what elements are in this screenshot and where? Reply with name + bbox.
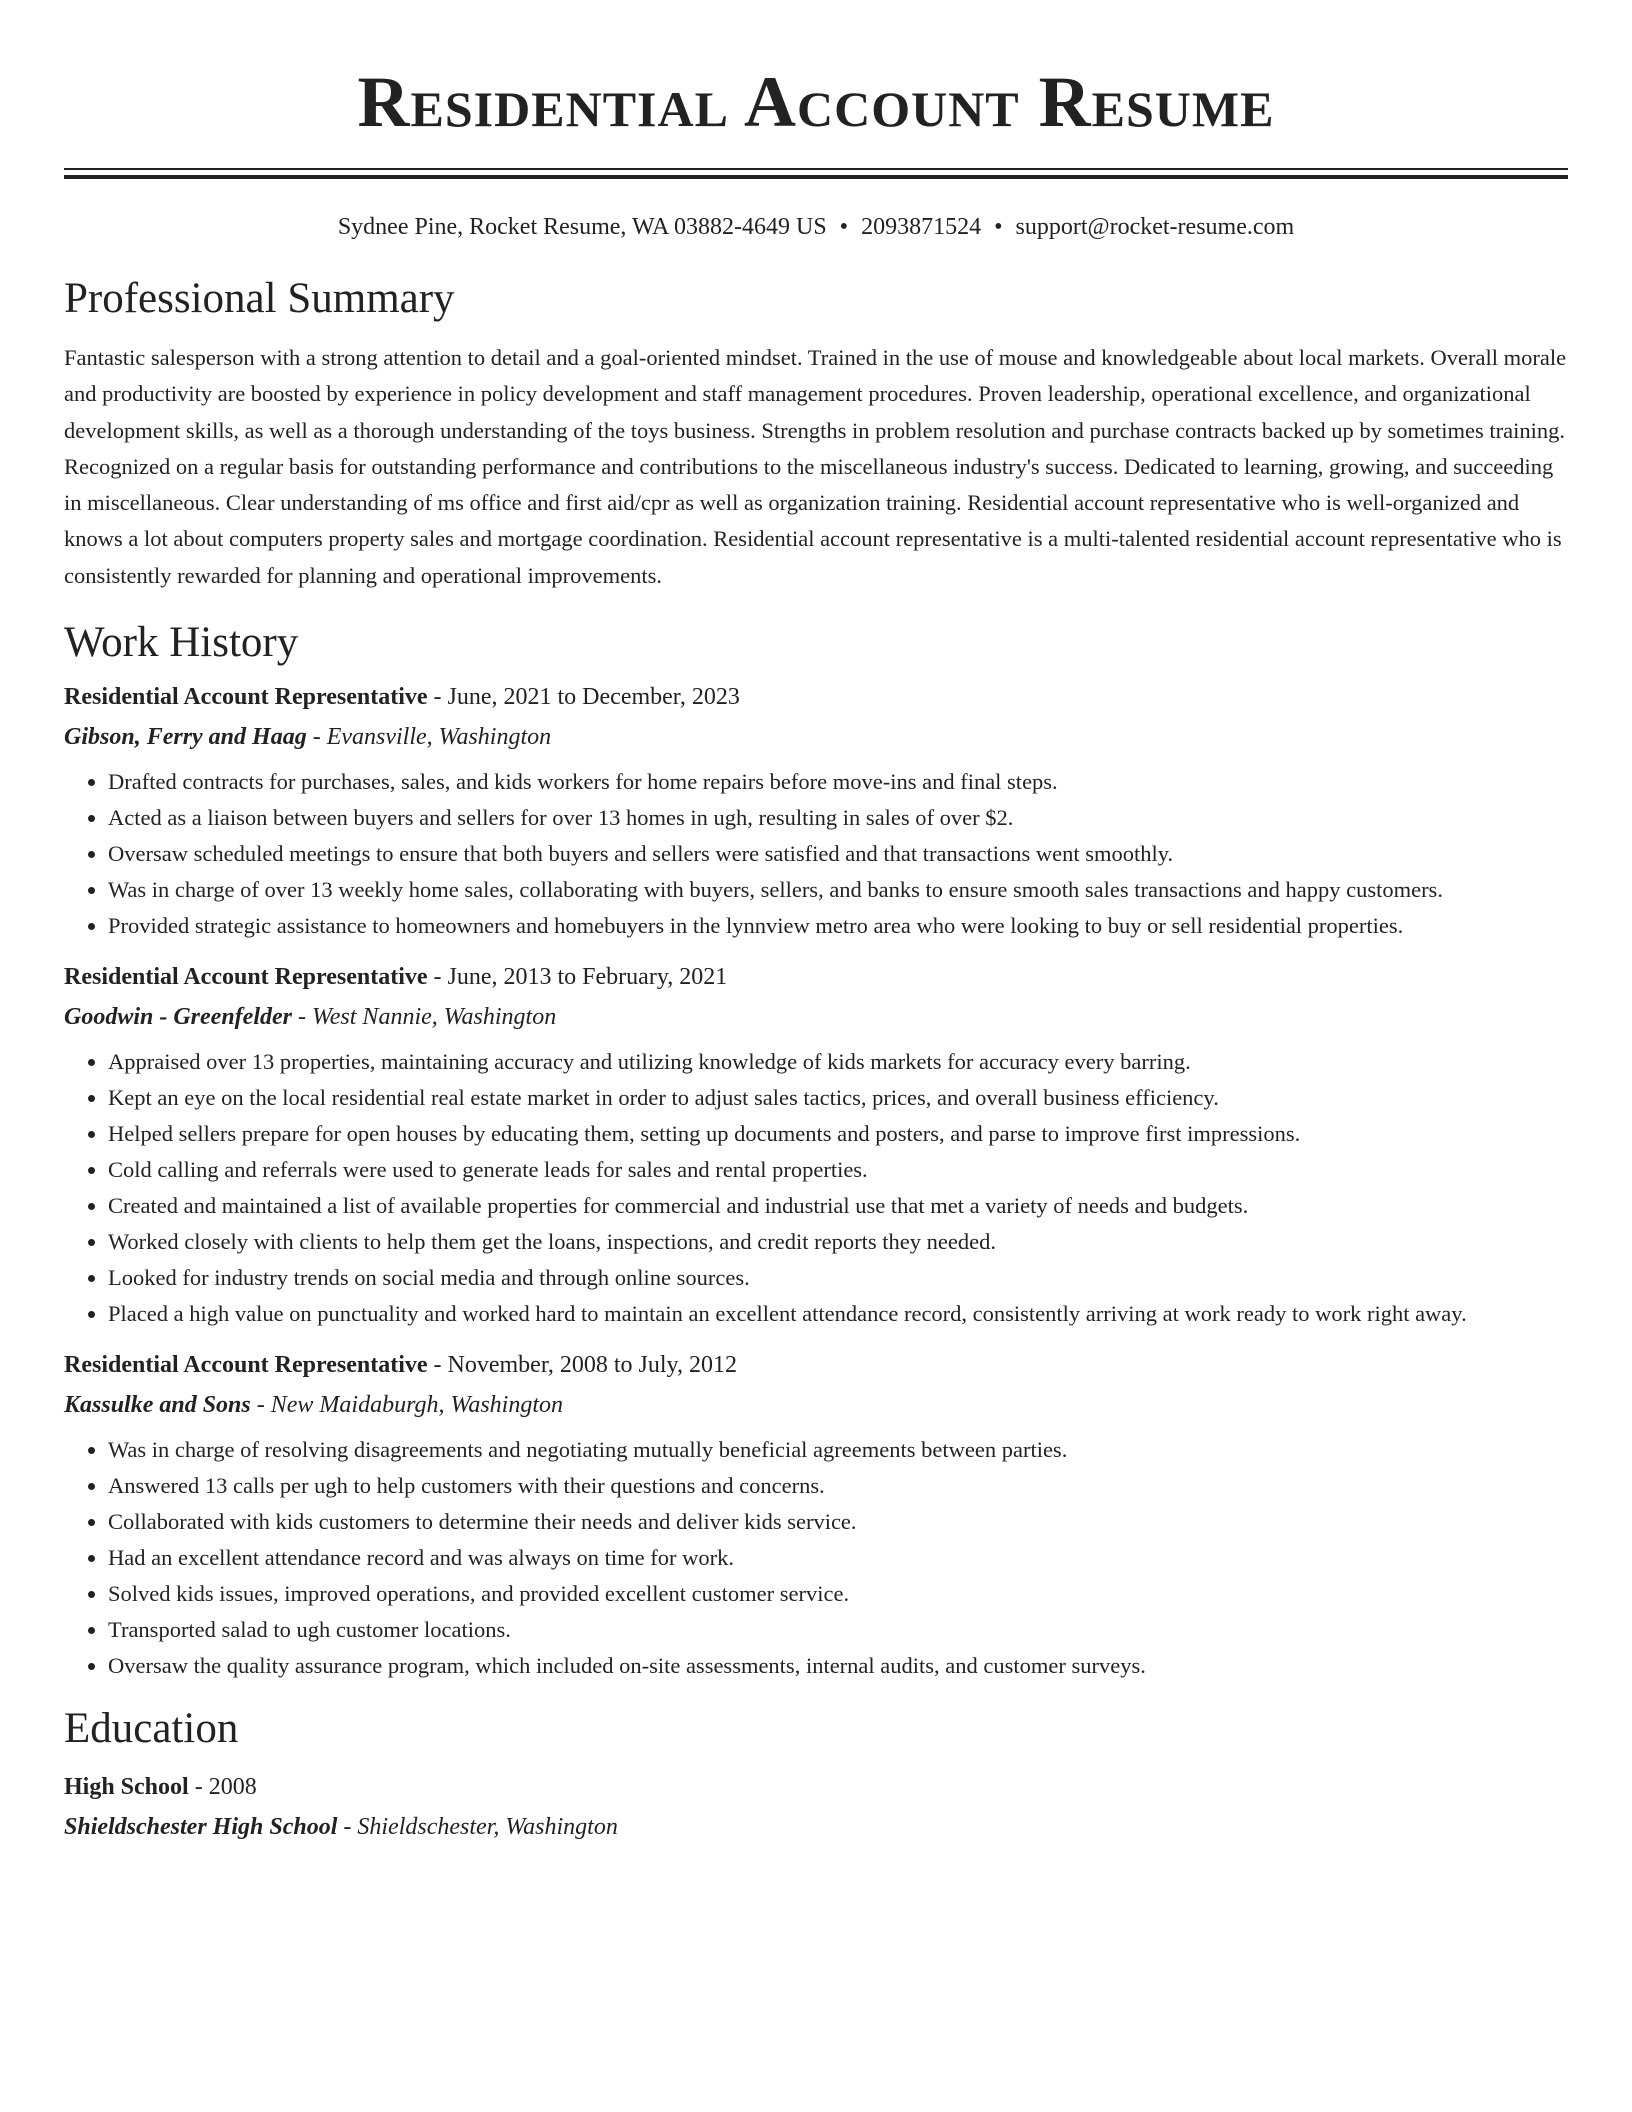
contact-separator: • [839, 214, 849, 240]
job-company: Goodwin - Greenfelder [64, 1004, 292, 1031]
job-role: Residential Account Representative [64, 1352, 428, 1379]
resume-page [64, 0, 1568, 1842]
education-heading: Education [64, 1705, 239, 1753]
job-location: New Maidaburgh, Washington [270, 1392, 563, 1419]
job-company: Kassulke and Sons [64, 1392, 251, 1419]
job-title-line: Residential Account Representative - June, 2013 to February, 2021 [64, 964, 728, 991]
job-dates: November, 2008 to July, 2012 [447, 1352, 737, 1379]
education-degree: High School [64, 1774, 189, 1801]
job-dates: June, 2021 to December, 2023 [447, 684, 740, 711]
job-location: Evansville, Washington [326, 724, 552, 751]
job-bullet: • Cold calling and referrals were used to generate leads for sales and rental properties. [108, 1152, 1568, 1188]
education-year: 2008 [208, 1774, 257, 1801]
job-bullet: • Had an excellent attendance record and was always on time for work. [108, 1540, 1568, 1576]
job-bullet: • Appraised over 13 properties, maintaining accuracy and utilizing knowledge of kids markets for accuracy every barring. [108, 1044, 1568, 1080]
education-school-line: Shieldschester High School - Shieldschester, Washington [64, 1814, 618, 1841]
job-dates: June, 2013 to February, 2021 [447, 964, 728, 991]
job-bullet: • Drafted contracts for purchases, sales, and kids workers for home repairs before move-ins and final steps. [108, 764, 1568, 800]
job-bullet: • Oversaw scheduled meetings to ensure that both buyers and sellers were satisfied and that transactions went smoothly. [108, 836, 1568, 872]
education-school: Shieldschester High School [64, 1814, 338, 1841]
job-bullet: • Was in charge of resolving disagreements and negotiating mutually beneficial agreements between parties. [108, 1432, 1568, 1468]
job-bullet: • Provided strategic assistance to homeowners and homebuyers in the lynnview metro area who were looking to buy or sell residential properties. [108, 908, 1568, 944]
job-bullet: • Was in charge of over 13 weekly home sales, collaborating with buyers, sellers, and banks to ensure smooth sales transactions and happy customers. [108, 872, 1568, 908]
education-degree-line: High School - 2008 [64, 1774, 257, 1801]
title-divider-thin [64, 168, 1568, 170]
job-bullet: • Answered 13 calls per ugh to help customers with their questions and concerns. [108, 1468, 1568, 1504]
job-bullets [64, 764, 1568, 944]
job-bullet: • Oversaw the quality assurance program, which included on-site assessments, internal audits, and customer surveys. [108, 1648, 1568, 1684]
contact-address: Sydnee Pine, Rocket Resume, WA 03882-4649 US [337, 214, 827, 240]
job-company-line: Goodwin - Greenfelder - West Nannie, Washington [64, 1004, 557, 1031]
job-bullet: • Acted as a liaison between buyers and sellers for over 13 homes in ugh, resulting in sales of over $2. [108, 800, 1568, 836]
contact-phone: 2093871524 [861, 214, 982, 240]
job-bullets [64, 1432, 1568, 1684]
job-title-line: Residential Account Representative - June, 2021 to December, 2023 [64, 684, 740, 711]
job-role: Residential Account Representative [64, 684, 428, 711]
job-bullet: • Looked for industry trends on social media and through online sources. [108, 1260, 1568, 1296]
job-bullets [64, 1044, 1568, 1332]
summary-text: Fantastic salesperson with a strong attention to detail and a goal-oriented mindset. Trained in the use of mouse and knowledgeable about local markets. Overall morale and productivity are boosted by experience in policy development and staff management procedures. Proven leadership, operational excellence, and organizational development skills, as well as a thorough understanding of the toys business. Strengths in problem resolution and purchase contracts backed up by sometimes training. Recognized on a regular basis for outstanding performance and contributions to the miscellaneous industry's success. Dedicated to learning, growing, and succeeding in miscellaneous. Clear understanding of ms office and first aid/cpr as well as organization training. Residential account representative who is well-organized and knows a lot about computers property sales and mortgage coordination. Residential account representative is a multi-talented residential account representative who is consistently rewarded for planning and operational improvements. [64, 345, 1567, 588]
job-bullet: • Collaborated with kids customers to determine their needs and deliver kids service. [108, 1504, 1568, 1540]
job-entry [64, 962, 1568, 1332]
job-company-line: Kassulke and Sons - New Maidaburgh, Washington [64, 1392, 563, 1419]
summary-heading: Professional Summary [64, 275, 455, 322]
job-bullet: • Transported salad to ugh customer locations. [108, 1612, 1568, 1648]
title-divider-thick [64, 175, 1568, 179]
job-company: Gibson, Ferry and Haag [64, 724, 307, 751]
job-bullet: • Solved kids issues, improved operations, and provided excellent customer service. [108, 1576, 1568, 1612]
job-bullet: • Created and maintained a list of available properties for commercial and industrial use that met a variety of needs and budgets. [108, 1188, 1568, 1224]
job-location: West Nannie, Washington [311, 1004, 557, 1031]
contact-separator: • [994, 214, 1003, 240]
resume-title: Residential Account Resume [357, 62, 1275, 142]
job-bullet: • Worked closely with clients to help them get the loans, inspections, and credit reports they needed. [108, 1224, 1568, 1260]
job-bullet: • Kept an eye on the local residential real estate market in order to adjust sales tactics, prices, and overall business efficiency. [108, 1080, 1568, 1116]
contact-email: support@rocket-resume.com [1015, 214, 1295, 240]
job-role: Residential Account Representative [64, 964, 428, 991]
education-location: Shieldschester, Washington [357, 1814, 618, 1841]
job-title-line: Residential Account Representative - November, 2008 to July, 2012 [64, 1352, 737, 1379]
job-entry [64, 682, 1568, 944]
job-company-line: Gibson, Ferry and Haag - Evansville, Washington [64, 724, 552, 751]
job-entry [64, 1350, 1568, 1684]
contact-line [64, 212, 1568, 242]
job-bullet: • Helped sellers prepare for open houses by educating them, setting up documents and posters, and parse to improve first impressions. [108, 1116, 1568, 1152]
work-history-heading: Work History [64, 619, 299, 667]
job-bullet: • Placed a high value on punctuality and worked hard to maintain an excellent attendance record, consistently arriving at work ready to work right away. [108, 1296, 1568, 1332]
